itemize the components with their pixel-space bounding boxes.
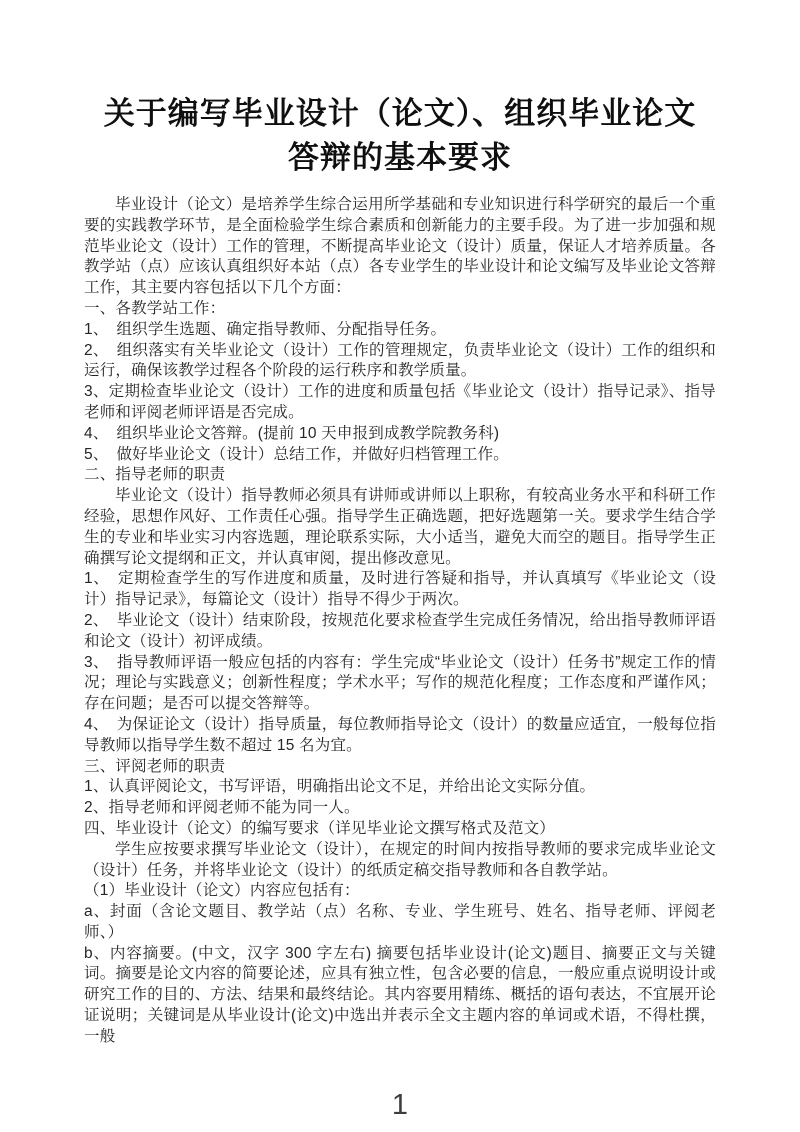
- document-title-line-2: 答辩的基本要求: [288, 140, 512, 175]
- document-body: [84, 195, 716, 1048]
- section-2-item-2: 2、 毕业论文（设计）结束阶段，按规范化要求检查学生完成任务情况，给出指导教师评语和论文（设计）初评成绩。: [84, 611, 716, 650]
- document-page: [84, 0, 716, 1122]
- section-4-sub-1-heading: （1）毕业设计（论文）内容应包括有：: [84, 882, 360, 900]
- section-3-heading: 三、评阅老师的职责: [84, 757, 226, 775]
- section-4-item-a: a、封面（含论文题目、教学站（点）名称、专业、学生班号、姓名、指导老师、评阅老师、）: [84, 903, 716, 941]
- section-2-item-1: 1、 定期检查学生的写作进度和质量，及时进行答疑和指导，并认真填写《毕业论文（设计）指导记录》，每篇论文（设计）指导不得少于两次。: [84, 570, 716, 609]
- section-2-item-4: 4、 为保证论文（设计）指导质量，每位教师指导论文（设计）的数量应适宜，一般每位指导教师以指导学生数不超过 15 名为宜。: [84, 715, 716, 754]
- section-4-heading: 四、毕业设计（论文）的编写要求（详见毕业论文撰写格式及范文）: [84, 819, 556, 837]
- section-3-item-1: 1、认真评阅论文，书写评语，明确指出论文不足，并给出论文实际分值。: [84, 778, 596, 796]
- section-1-item-4: 4、 组织毕业论文答辩。(提前 10 天申报到成教学院教务科): [84, 424, 500, 442]
- section-4-item-b: b、内容摘要。(中文，汉字 300 字左右) 摘要包括毕业设计(论文)题目、摘要正文与关键词。摘要是论文内容的简要论述，应具有独立性，包含必要的信息，一般应重点说明设计或研究工作的目的、方法、结果和最终结论。其内容要用精练、概括的语句表达，不宜展开论证说明；关键词是从毕业设计(论文)中选出并表示全文主题内容的单词或术语，不得杜撰，一般: [84, 944, 716, 1045]
- section-1-item-1: 1、 组织学生选题、确定指导教师、分配指导任务。: [84, 320, 447, 338]
- section-1-item-3: 3、定期检查毕业论文（设计）工作的进度和质量包括《毕业论文（设计）指导记录》、指导老师和评阅老师评语是否完成。: [84, 383, 716, 421]
- document-title-line-1: 关于编写毕业设计（论文）、组织毕业论文: [103, 96, 697, 131]
- section-1-item-5: 5、 做好毕业论文（设计）总结工作，并做好归档管理工作。: [84, 445, 509, 463]
- section-4-intro-paragraph: 学生应按要求撰写毕业论文（设计），在规定的时间内按指导教师的要求完成毕业论文（设计）任务，并将毕业论文（设计）的纸质定稿交指导教师和各自教学站。: [84, 840, 716, 879]
- page-number: 1: [391, 1088, 409, 1121]
- section-2-intro-paragraph: 毕业论文（设计）指导教师必须具有讲师或讲师以上职称，有较高业务水平和科研工作经验，思想作风好、工作责任心强。指导学生正确选题，把好选题第一关。要求学生结合学生的专业和毕业实习内容选题，理论联系实际，大小适当，避免大而空的题目。指导学生正确撰写论文提纲和正文，并认真审阅，提出修改意见。: [84, 487, 716, 567]
- section-1-heading: 一、各教学站工作：: [84, 299, 226, 317]
- section-3-item-2: 2、指导老师和评阅老师不能为同一人。: [84, 799, 360, 817]
- intro-paragraph: 毕业设计（论文）是培养学生综合运用所学基础和专业知识进行科学研究的最后一个重要的实践教学环节，是全面检验学生综合素质和创新能力的主要手段。为了进一步加强和规范毕业论文（设计）工作的管理，不断提高毕业论文（设计）质量，保证人才培养质量。各教学站（点）应该认真组织好本站（点）各专业学生的毕业设计和论文编写及毕业论文答辩工作，其主要内容包括以下几个方面：: [84, 196, 716, 297]
- section-2-item-3: 3、 指导教师评语一般应包括的内容有：学生完成“毕业论文（设计）任务书”规定工作的情况；理论与实践意义；创新性程度；学术水平；写作的规范化程度；工作态度和严谨作风；存在问题；是否可以提交答辩等。: [84, 653, 716, 713]
- document-title: [84, 0, 716, 180]
- section-2-heading: 二、指导老师的职责: [84, 466, 226, 484]
- section-1-item-2: 2、 组织落实有关毕业论文（设计）工作的管理规定，负责毕业论文（设计）工作的组织和运行，确保该教学过程各个阶段的运行秩序和教学质量。: [84, 341, 716, 380]
